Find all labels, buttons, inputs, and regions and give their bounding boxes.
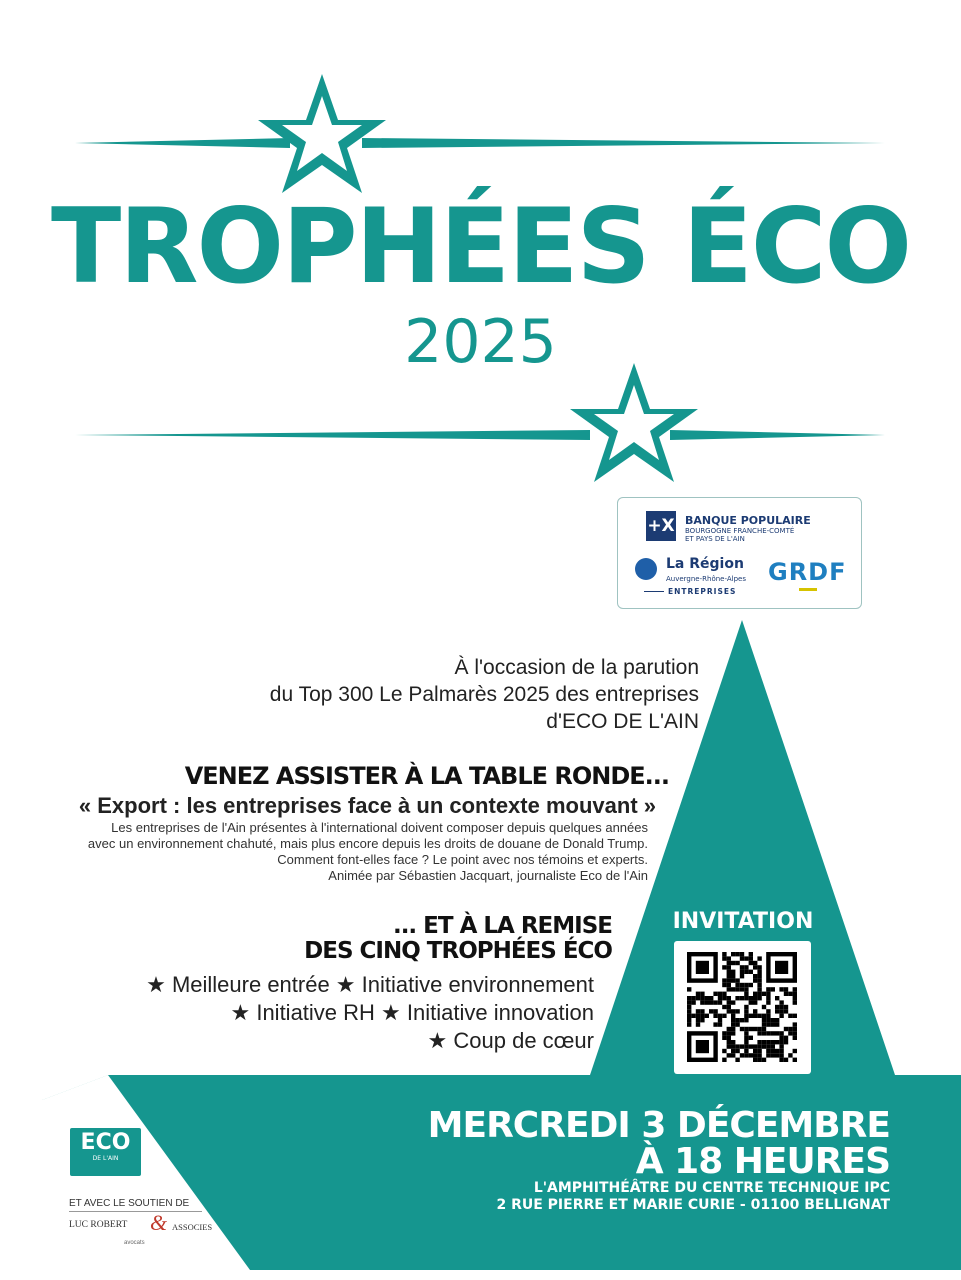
body-line-4: Animée par Sébastien Jacquart, journaliste Eco de l'Ain [328, 868, 648, 883]
event-date [427, 1105, 890, 1182]
banque-populaire-name: BANQUE POPULAIRE [685, 514, 811, 527]
page-year: 2025 [404, 307, 557, 377]
bp-sub-line-2: ET PAYS DE L'AIN [685, 535, 745, 543]
event-address [496, 1180, 890, 1214]
eco-logo-text: ECO [80, 1130, 131, 1155]
category-line-2: ★ Initiative RH ★ Initiative innovation [230, 1000, 594, 1025]
invitation-label: INVITATION [672, 909, 814, 934]
grdf-bar [799, 588, 817, 591]
luc-robert-avocats: avocats [124, 1240, 145, 1246]
intro-line-1: À l'occasion de la parution [454, 656, 699, 679]
eco-logo-sub: DE L'AIN [92, 1155, 119, 1162]
qr-code-icon [674, 941, 811, 1074]
event-time-line: À 18 HEURES [635, 1141, 890, 1182]
intro-line-2: du Top 300 Le Palmarès 2025 des entreprises [269, 683, 699, 706]
body-line-3: Comment font-elles face ? Le point avec nos témoins et experts. [277, 852, 648, 867]
bottom-star-line [75, 430, 885, 440]
region-name: La Région [666, 556, 744, 572]
category-line-1: ★ Meilleure entrée ★ Initiative environnement [146, 972, 594, 997]
body-line-1: Les entreprises de l'Ain présentes à l'international doivent composer depuis quelques années [111, 820, 648, 835]
luc-robert-name: LUC ROBERT [69, 1220, 128, 1230]
intro-text [270, 654, 699, 735]
grdf-text: GRDF [768, 558, 847, 586]
trophy-categories [146, 971, 594, 1055]
table-ronde-quote: « Export : les entreprises face à un contexte mouvant » [78, 793, 656, 818]
remise-heading-1: ... ET À LA REMISE [392, 913, 612, 939]
event-street: 2 RUE PIERRE ET MARIE CURIE - 01100 BELLIGNAT [496, 1197, 890, 1213]
region-sub: Auvergne-Rhône-Alpes [666, 575, 746, 583]
body-line-2: avec un environnement chahuté, mais plus encore depuis les droits de douane de Donald Trump. [87, 836, 648, 851]
banque-populaire-sub [685, 527, 794, 543]
event-date-line: MERCREDI 3 DÉCEMBRE [427, 1105, 890, 1146]
page-title: TROPHÉES ÉCO [50, 187, 911, 307]
support-label: ET AVEC LE SOUTIEN DE [69, 1198, 190, 1209]
table-ronde-body [48, 820, 648, 884]
luc-robert-ampersand: & [150, 1210, 168, 1235]
event-venue: L'AMPHITHÉÂTRE DU CENTRE TECHNIQUE IPC [533, 1180, 890, 1196]
intro-line-3: d'ECO DE L'AIN [546, 710, 699, 733]
sponsors-box [617, 497, 862, 609]
banque-populaire-logo: +X [646, 511, 676, 541]
remise-heading [304, 914, 612, 964]
table-ronde-heading: VENEZ ASSISTER À LA TABLE RONDE... [184, 762, 669, 790]
region-divider [644, 591, 664, 592]
region-logo-icon [635, 558, 657, 580]
eco-de-lain-logo [70, 1128, 141, 1176]
region-entreprises: ENTREPRISES [668, 587, 737, 596]
remise-heading-2: DES CINQ TROPHÉES ÉCO [304, 938, 612, 964]
qr-code[interactable] [674, 941, 811, 1074]
grdf-logo [768, 558, 847, 586]
luc-robert-associes: ASSOCIES [172, 1222, 213, 1232]
support-divider [69, 1211, 202, 1212]
bp-sub-line-1: BOURGOGNE FRANCHE-COMTÉ [685, 527, 795, 535]
category-line-3: ★ Coup de cœur [427, 1028, 594, 1053]
top-star-line [75, 138, 885, 148]
